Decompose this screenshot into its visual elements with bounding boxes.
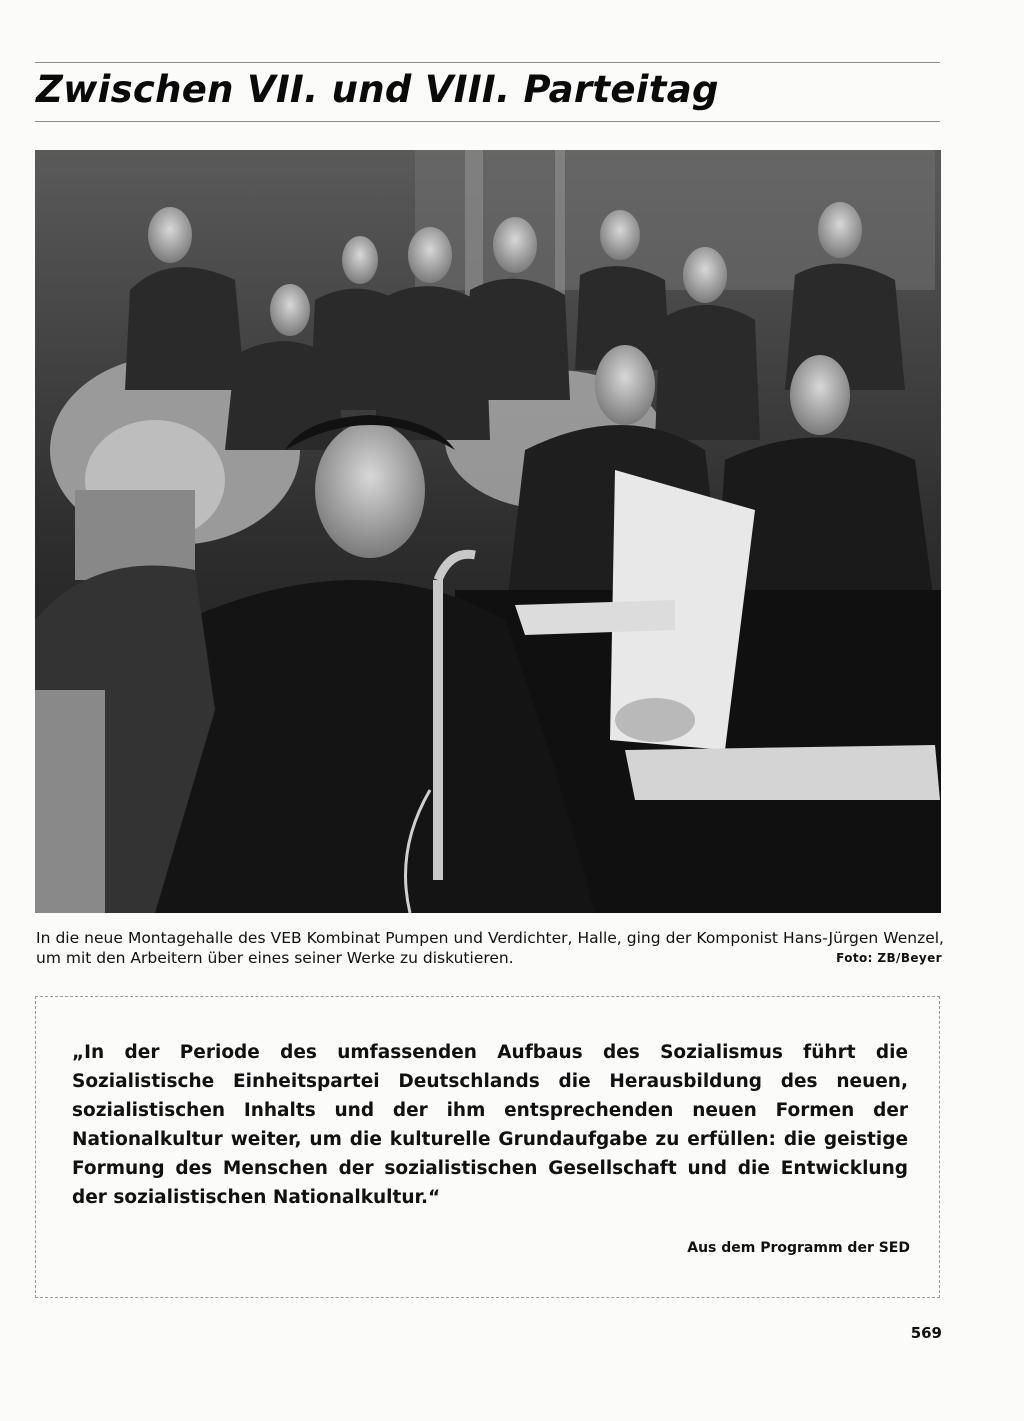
photo-caption: In die neue Montagehalle des VEB Kombinat Pumpen und Verdichter, Halle, ging der Komponist Hans-Jürgen Wenzel, um mit den Arbeitern über eines seiner Werke zu diskutieren. bbox=[36, 929, 944, 967]
title-underline bbox=[35, 121, 940, 122]
quote-text: „In der Periode des umfassenden Aufbaus des Sozialismus führt die Sozialistische Einheitspartei Deutschlands die Herausbildung des neuen, sozialistischen Inhalts und der ihm entsprechenden neuen Formen der Nationalkultur weiter, um die kulturelle Grundaufgabe zu erfüllen: die geistige Formung des Menschen der sozialistischen Gesellschaft und die Entwicklung der sozialistischen Nationalkultur.“ bbox=[72, 1042, 908, 1208]
photo-composer-workers-discussion bbox=[35, 150, 941, 913]
page-number: 569 bbox=[910, 1324, 942, 1342]
page-title: Zwischen VII. und VIII. Parteitag bbox=[36, 68, 719, 111]
photo-credit: Foto: ZB/Beyer bbox=[836, 951, 942, 965]
top-rule bbox=[35, 62, 940, 63]
quote-source: Aus dem Programm der SED bbox=[687, 1240, 910, 1256]
